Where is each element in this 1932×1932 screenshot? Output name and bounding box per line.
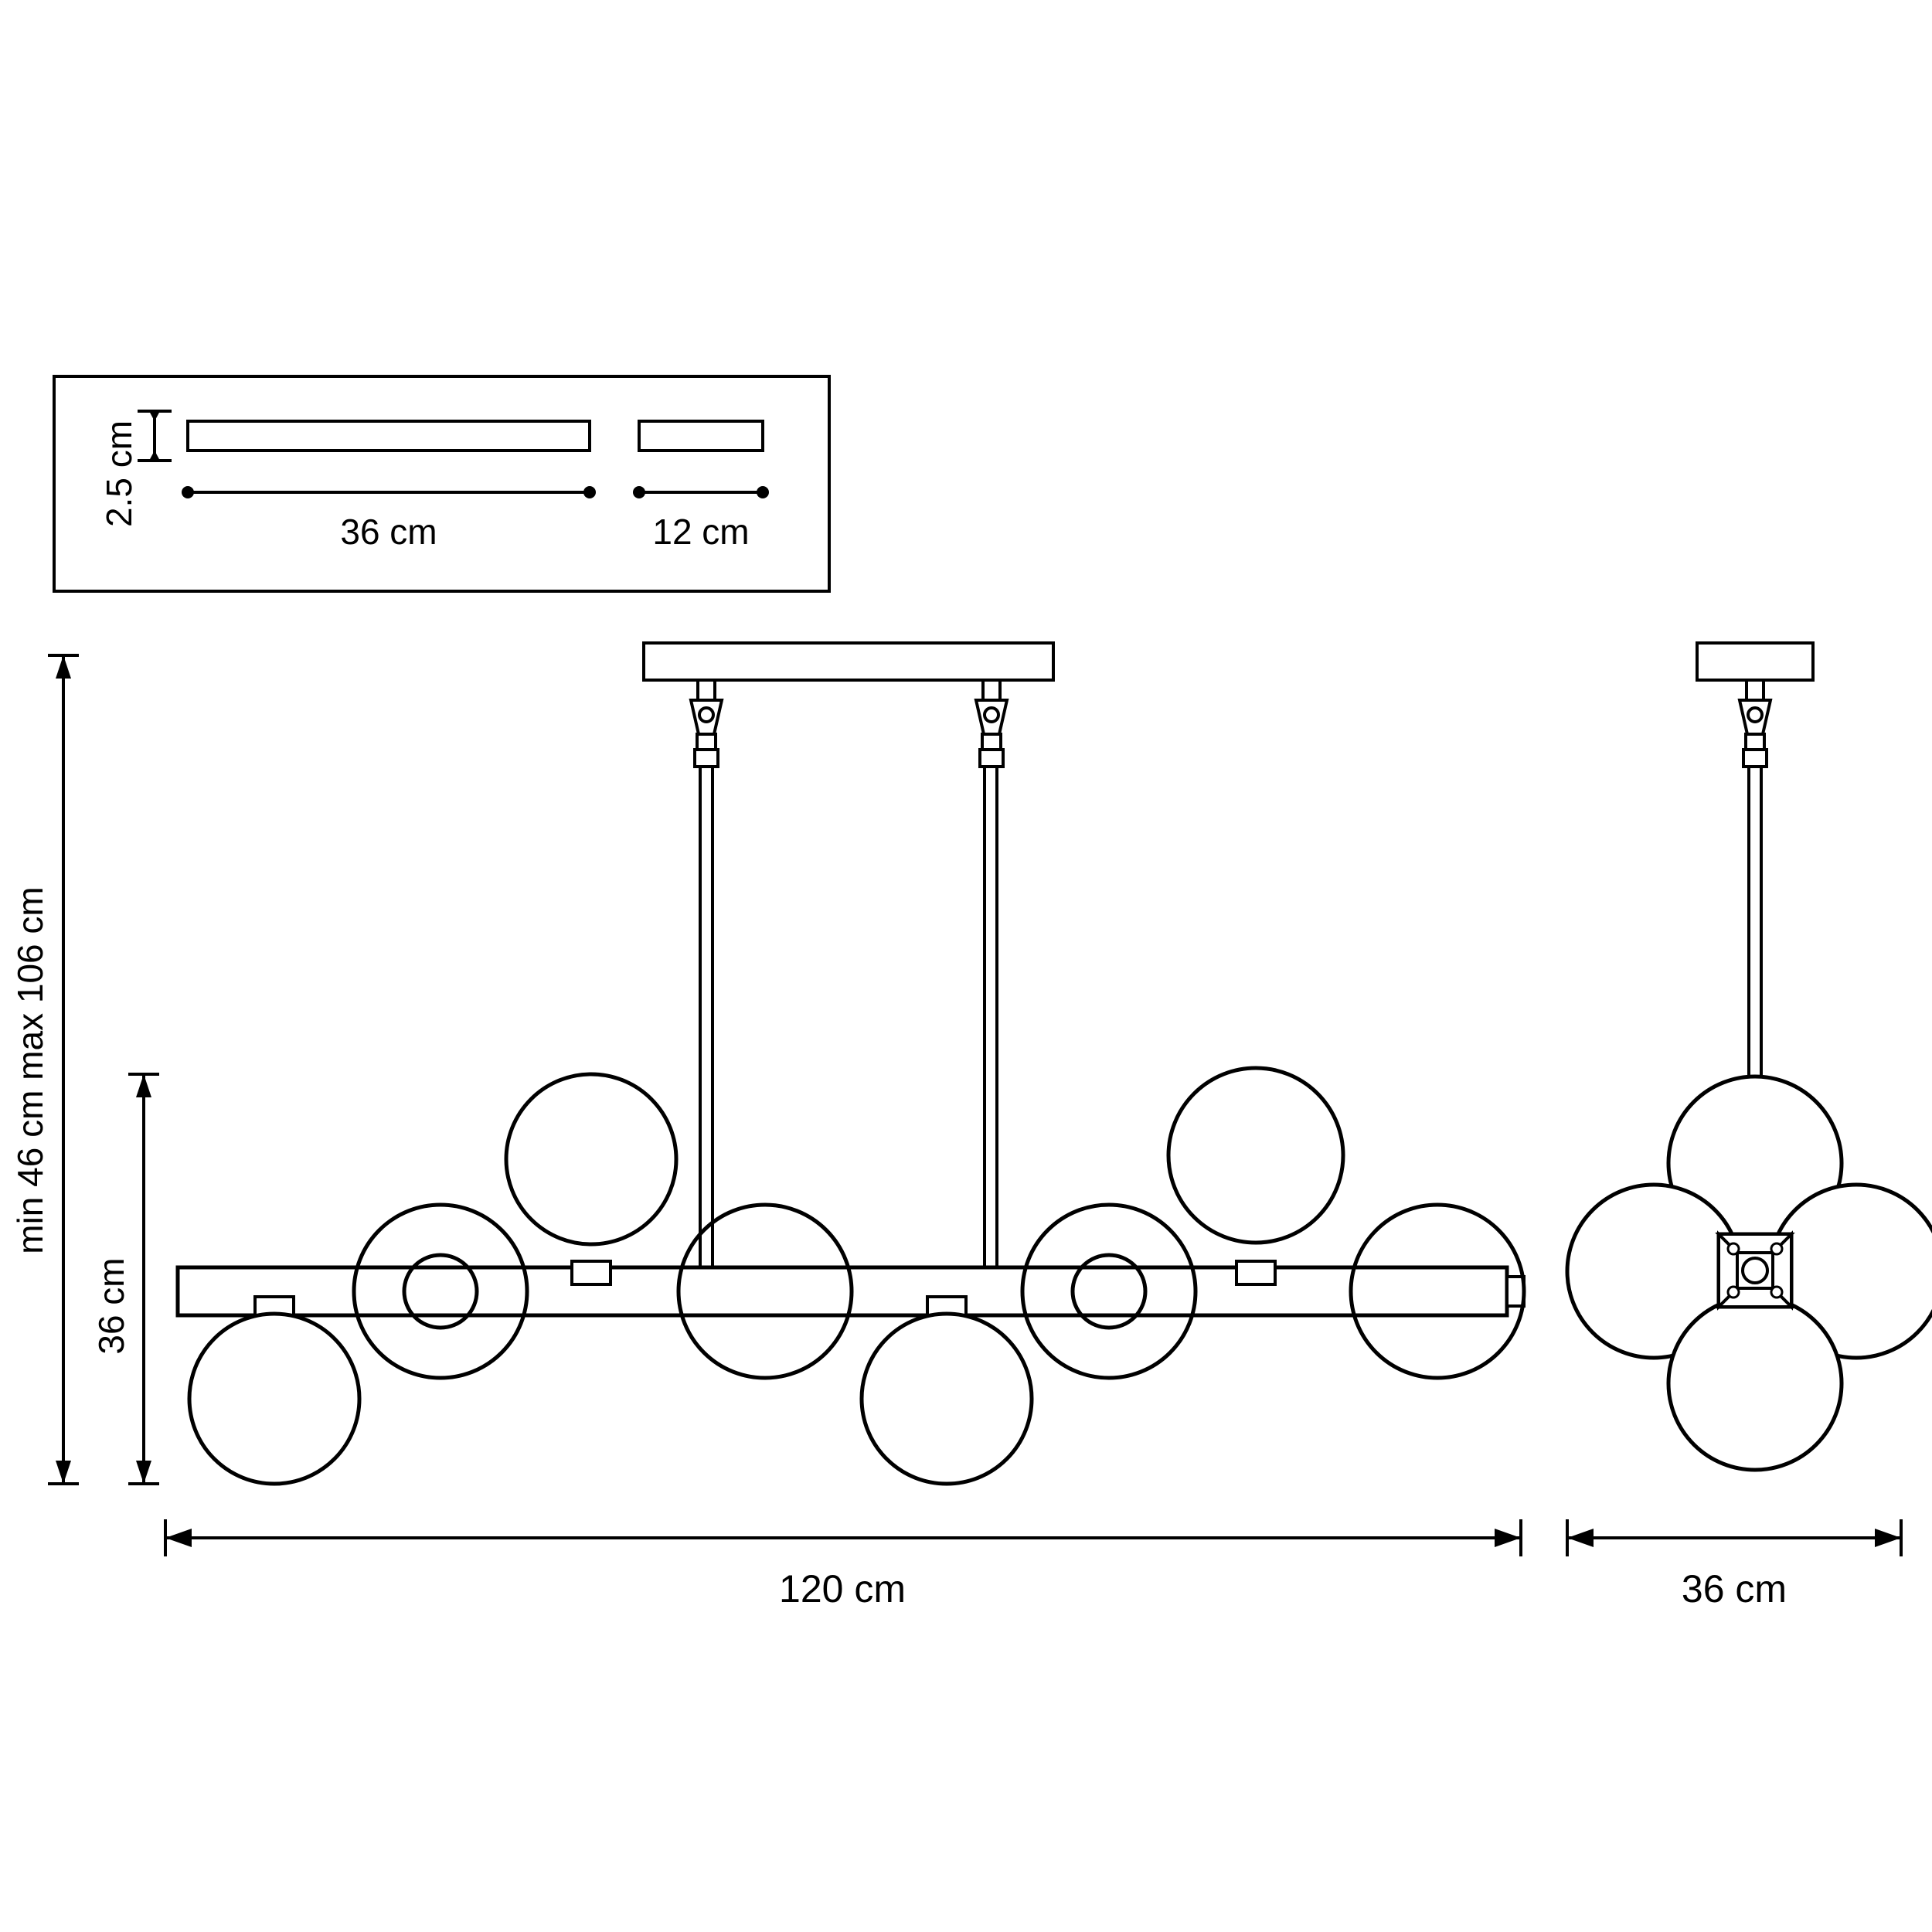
side-hub-screw-bl — [1728, 1287, 1739, 1298]
side-width-arrow-right — [1875, 1529, 1901, 1547]
side-width-arrow-left — [1567, 1529, 1594, 1547]
long-plate-dim-dot-right — [583, 486, 596, 498]
globe-1 — [189, 1314, 359, 1484]
side-hub-screw-tl — [1728, 1243, 1739, 1254]
front-ceiling-plate — [644, 643, 1053, 680]
globe-3 — [506, 1074, 676, 1244]
total-height-label: min 46 cm max 106 cm — [10, 886, 51, 1254]
side-hub-screw-tr — [1771, 1243, 1782, 1254]
left-susp-rod — [700, 767, 713, 1284]
short-plate-rect — [639, 421, 763, 451]
side-susp-hole — [1748, 708, 1762, 722]
side-hub-screw-br — [1771, 1287, 1782, 1298]
front-view-group — [10, 643, 1524, 1611]
short-plate-dim-dot-right — [757, 486, 769, 498]
right-susp-rod — [985, 767, 997, 1284]
globe-group-1 — [189, 1297, 359, 1484]
left-susp-ring — [695, 750, 718, 767]
front-right-suspension — [976, 680, 1007, 1284]
globe-7-socket — [1236, 1261, 1275, 1284]
front-horizontal-bar — [178, 1267, 1507, 1315]
right-susp-collar — [983, 680, 1000, 700]
overall-width-arrow-right — [1495, 1529, 1521, 1547]
side-susp-ring — [1743, 750, 1767, 767]
globe-group-3 — [506, 1074, 676, 1284]
side-width-label: 36 cm — [1681, 1567, 1787, 1611]
mounting-plate-detail-group — [54, 376, 829, 591]
globe-3-socket — [572, 1261, 611, 1284]
side-ceiling-plate — [1697, 643, 1813, 680]
right-susp-joint — [982, 734, 1001, 750]
side-globe-bottom — [1668, 1297, 1842, 1470]
fixture-height-label: 36 cm — [91, 1257, 132, 1355]
plate-height-label: 2.5 cm — [99, 420, 140, 528]
side-suspension — [1740, 680, 1770, 1091]
globe-group-5 — [862, 1297, 1032, 1484]
left-susp-hole — [699, 708, 713, 722]
side-susp-collar — [1747, 680, 1764, 700]
right-susp-hole — [985, 708, 998, 722]
side-view-group — [1567, 643, 1932, 1611]
overall-width-arrow-left — [165, 1529, 192, 1547]
side-susp-joint — [1746, 734, 1764, 750]
detail-box-frame — [54, 376, 829, 591]
total-height-arrow-top — [56, 655, 71, 679]
side-susp-rod — [1749, 767, 1761, 1091]
overall-width-label: 120 cm — [779, 1567, 906, 1611]
short-plate-dim-dot-left — [633, 486, 645, 498]
left-susp-collar — [698, 680, 715, 700]
side-hub-center-hole — [1743, 1258, 1767, 1283]
front-left-suspension — [691, 680, 722, 1284]
globe-7 — [1168, 1068, 1343, 1243]
right-susp-ring — [980, 750, 1003, 767]
left-susp-joint — [697, 734, 716, 750]
globe-5 — [862, 1314, 1032, 1484]
total-height-arrow-bottom — [56, 1461, 71, 1484]
long-plate-label: 36 cm — [340, 512, 437, 553]
fixture-height-arrow-top — [136, 1074, 151, 1097]
fixture-height-arrow-bottom — [136, 1461, 151, 1484]
short-plate-label: 12 cm — [652, 512, 750, 553]
long-plate-dim-dot-left — [182, 486, 194, 498]
globe-group-7 — [1168, 1068, 1343, 1284]
long-plate-rect — [188, 421, 590, 451]
